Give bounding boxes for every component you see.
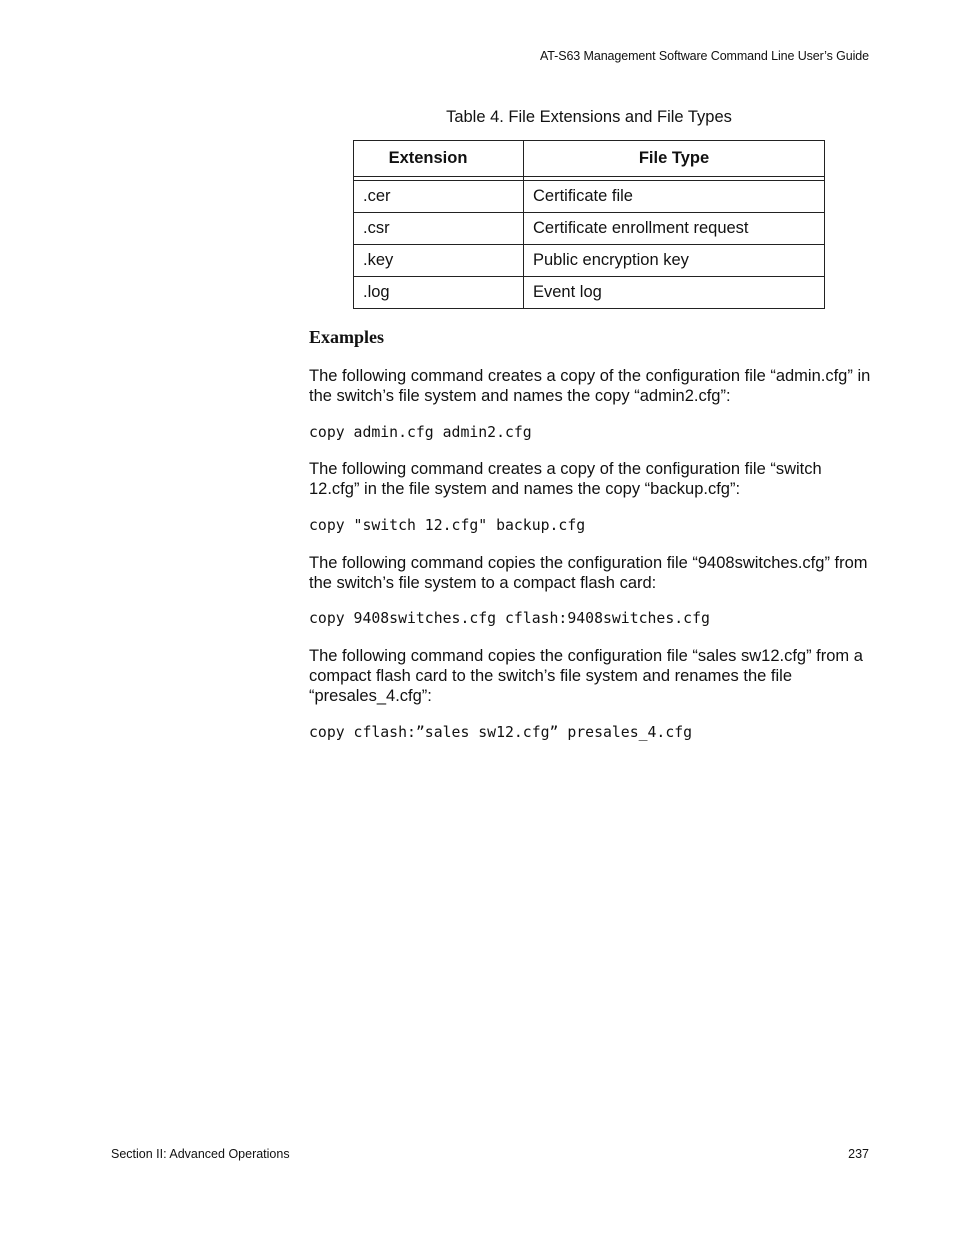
file-type-cell: Certificate file bbox=[524, 181, 825, 213]
footer-section: Section II: Advanced Operations bbox=[111, 1147, 290, 1161]
table-row bbox=[354, 245, 825, 277]
file-extensions-table bbox=[353, 140, 825, 309]
example-description: The following command copies the configuration file “9408switches.cfg” from the switch’s file system to a compact flash card: bbox=[309, 554, 868, 592]
column-header-file-type: File Type bbox=[524, 141, 825, 177]
example-description: The following command creates a copy of the configuration file “admin.cfg” in the switch’s file system and names the copy “admin2.cfg”: bbox=[309, 367, 871, 405]
file-type-cell: Certificate enrollment request bbox=[524, 213, 825, 245]
table-caption: Table 4. File Extensions and File Types bbox=[446, 108, 732, 126]
extension-cell: .log bbox=[354, 277, 524, 309]
example-command: copy cflash:”sales sw12.cfg” presales_4.cfg bbox=[309, 724, 693, 741]
example-description: The following command creates a copy of the configuration file “switch 12.cfg” in the file system and names the copy “backup.cfg”: bbox=[309, 460, 822, 498]
running-header: AT-S63 Management Software Command Line User’s Guide bbox=[540, 49, 869, 63]
example-description: The following command copies the configuration file “sales sw12.cfg” from a compact flash card to the switch’s file system and renames the file “presales_4.cfg”: bbox=[309, 647, 863, 705]
table-row bbox=[354, 213, 825, 245]
table-header-row bbox=[354, 141, 825, 177]
section-heading: Examples bbox=[309, 327, 385, 347]
table-row bbox=[354, 277, 825, 309]
file-type-cell: Public encryption key bbox=[524, 245, 825, 277]
example-command: copy 9408switches.cfg cflash:9408switches.cfg bbox=[309, 610, 710, 627]
column-header-extension: Extension bbox=[354, 141, 524, 177]
extension-cell: .csr bbox=[354, 213, 524, 245]
extension-cell: .key bbox=[354, 245, 524, 277]
page-number: 237 bbox=[848, 1147, 869, 1161]
extension-cell: .cer bbox=[354, 181, 524, 213]
table-row bbox=[354, 181, 825, 213]
file-type-cell: Event log bbox=[524, 277, 825, 309]
example-command: copy "switch 12.cfg" backup.cfg bbox=[309, 517, 586, 534]
example-command: copy admin.cfg admin2.cfg bbox=[309, 424, 532, 441]
